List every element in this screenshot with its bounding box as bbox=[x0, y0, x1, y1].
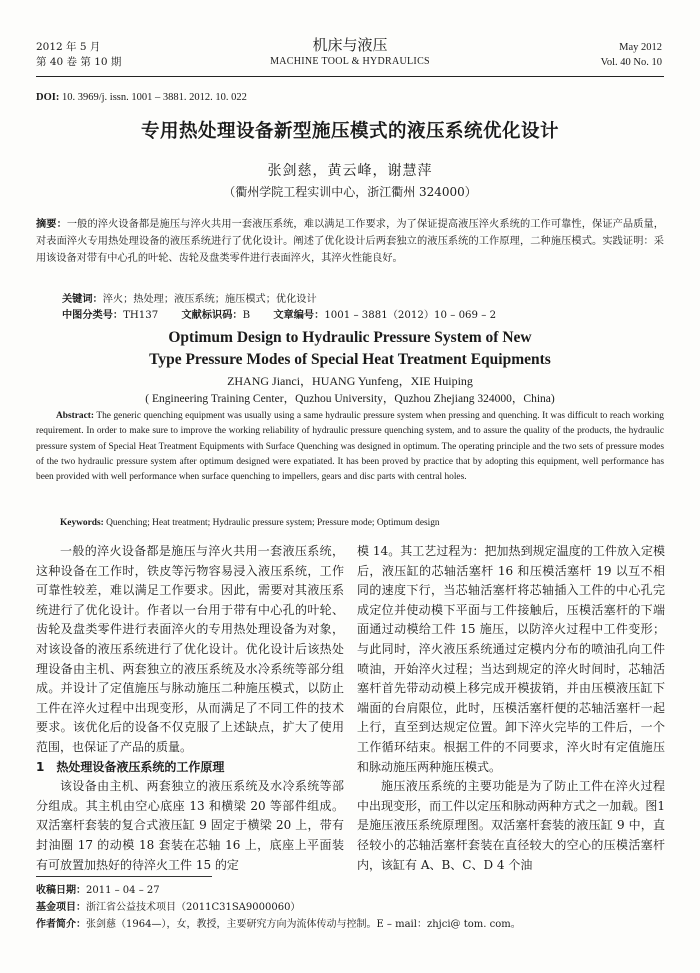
keywords-en-text: Quenching; Heat treatment; Hydraulic pressure system; Pressure mode; Optimum design bbox=[106, 518, 440, 528]
abstract-cn-label: 摘要： bbox=[36, 218, 67, 230]
doi-label: DOI: bbox=[36, 92, 60, 103]
section-heading-1: 1 热处理设备液压系统的工作原理 bbox=[36, 759, 225, 774]
affiliation-en: ( Engineering Training Center，Quzhou University，Quzhou Zhejiang 324000，China) bbox=[145, 393, 555, 405]
footnote-author: 作者简介：张剑慈（1964—），女，教授，主要研究方向为流体传动与控制。E – mail：zhjci@ tom. com。 bbox=[36, 919, 521, 930]
body-paragraph: 施压液压系统的主要功能是为了防止工件在淬火过程中出现变形，而工件以定压和脉动两种方式之一加载。图1 是施压液压系统原理图。双活塞杆套装的液压缸 9 中，直径较小的芯轴活塞杆套装在直径较大的空心的压模活塞杆内，该缸有 A、B、C、D 4 个油 bbox=[357, 779, 665, 872]
keywords-cn-text: 淬火；热处理；液压系统；施压模式；优化设计 bbox=[102, 294, 317, 305]
document-code: 文献标识码：B bbox=[181, 309, 251, 321]
header-date: 2012 年 5 月 bbox=[36, 41, 101, 53]
header-journal bbox=[0, 36, 700, 69]
abstract-cn-text: 一般的淬火设备都是施压与淬火共用一套液压系统，难以满足工作要求，为了保证提高液压淬火系统的工作可靠性，保证产品质量，对表面淬火专用热处理设备的液压系统进行了优化设计。阐述了优化设计后两套独立的液压系统的工作原理，二种施压模式。实践证明：采用该设备对带有中心孔的叶轮、齿轮及盘类零件进行表面淬火，其淬火性能良好。 bbox=[36, 219, 664, 264]
body-paragraph: 模 14。其工艺过程为：把加热到规定温度的工件放入定模后，液压缸的芯轴活塞杆 16 和压模活塞杆 19 以互不相同的速度下行，当芯轴活塞杆将芯轴插入工件的中心孔完成定位并使动模下平面与工件接触后，压模活塞杆的下端面通过动模给工件 15 施压，以防淬火过程中工件变形；与此同时，淬火液压系统通过定模内分布的喷油孔向工件喷油，开始淬火过程；当达到规定的淬火时间时，芯轴活塞杆首先带动动模上移完成开模拔销，并由压模液压缸下端面的台肩限位，此时，压模活塞杆便的芯轴活塞杆一起上行，直至到达规定位置。卸下淬火完毕的工件后，一个工作循环结束。根据工件的不同要求，淬火时有定值施压和脉动施压两种施压模式。 bbox=[357, 544, 665, 774]
header-divider bbox=[36, 76, 664, 77]
footnote-divider bbox=[36, 876, 212, 877]
paper-title-en-line2: Type Pressure Modes of Special Heat Treatment Equipments bbox=[149, 351, 551, 368]
doi-line bbox=[36, 92, 247, 103]
abstract-en-text: The generic quenching equipment was usually using a same hydraulic pressure system when pressing and quenching. It was difficult to reach working requirement. In order to make sure to improve the working reliability of hydraulic pressure quenching system, and to assure the quality of the products, the hydraulic pressure system of Special Heat Treatment Equipments with Surface Quenching was designed in optimum. The operating principle and the two sets of pressure modes of the two hydraulic pressure system after optimum designed were expatiated. It has been proved by practice that by adopting this equipment, well performance has been provided with well performance when surface quenching to impellers, gears and disc parts with central holes. bbox=[36, 411, 664, 483]
authors-cn: 张剑慈，黄云峰，谢慧萍 bbox=[267, 163, 433, 179]
footnote-fund: 基金项目：浙江省公益技术项目（2011C31SA9000060） bbox=[36, 902, 301, 913]
body-column-left bbox=[36, 542, 344, 875]
classification-line bbox=[62, 306, 516, 321]
journal-name-en: MACHINE TOOL & HYDRAULICS bbox=[270, 56, 430, 67]
doi-value: 10. 3969/j. issn. 1001 – 3881. 2012. 10. 022 bbox=[61, 92, 247, 103]
keywords-cn-label: 关键词： bbox=[62, 293, 103, 305]
authors-en: ZHANG Jianci，HUANG Yunfeng，XIE Huiping bbox=[227, 374, 473, 388]
paper-title-cn: 专用热处理设备新型施压模式的液压系统优化设计 bbox=[140, 121, 559, 142]
footnotes bbox=[36, 882, 521, 933]
header-volume-en: Vol. 40 No. 10 bbox=[600, 57, 662, 68]
header-date-en: May 2012 bbox=[619, 42, 662, 53]
body-paragraph: 该设备由主机、两套独立的液压系统及水冷系统等部分组成。其主机由空心底座 13 和横梁 20 等部件组成。双活塞杆套装的复合式液压缸 9 固定于横梁 20 上，带有封油圈 17 的动模 18 套装在芯轴 16 上，底座上平面装有可放置加热好的待淬火工件 15 的定 bbox=[36, 779, 344, 872]
article-number: 文章编号：1001 – 3881（2012）10 – 069 – 2 bbox=[273, 309, 497, 321]
header-issue-info-en bbox=[601, 40, 662, 70]
keywords-en-label: Keywords: bbox=[60, 518, 104, 528]
body-paragraph: 一般的淬火设备都是施压与淬火共用一套液压系统，这种设备在工作时，铁皮等污物容易浸入液压系统，工作可靠性较差，难以满足工作要求。因此，需要对其液压系统进行了优化设计。作者以一台用于带有中心孔的叶轮、齿轮及盘类零件进行表面淬火的专用热处理设备为对象，对该设备的液压系统进行了优化设计。优化设计后该热处理设备由主机、两套独立的液压系统及水冷系统等部分组成。并设计了定值施压与脉动施压二种施压模式，以防止工件在淬火过程中出现变形，从而满足了不同工件的技术要求。该优化后的设备不仅克服了上述缺点，扩大了使用范围，也保证了产品的质量。 bbox=[36, 544, 344, 754]
clc-code: 中图分类号：TH137 bbox=[62, 309, 159, 321]
affiliation-cn: （衢州学院工程实训中心，浙江衢州 324000） bbox=[223, 185, 477, 199]
keywords-cn bbox=[62, 290, 317, 305]
body-column-right bbox=[357, 542, 665, 875]
abstract-en-label: Abstract: bbox=[56, 411, 95, 421]
paper-title-en bbox=[0, 327, 700, 371]
abstract-cn bbox=[36, 216, 664, 267]
header-volume: 第 40 卷 第 10 期 bbox=[36, 56, 122, 68]
journal-name-cn: 机床与液压 bbox=[312, 36, 388, 54]
keywords-en bbox=[60, 518, 440, 528]
abstract-en bbox=[36, 409, 664, 485]
footnote-received: 收稿日期：2011 – 04 – 27 bbox=[36, 885, 160, 896]
paper-title-en-line1: Optimum Design to Hydraulic Pressure System of New bbox=[168, 329, 532, 346]
